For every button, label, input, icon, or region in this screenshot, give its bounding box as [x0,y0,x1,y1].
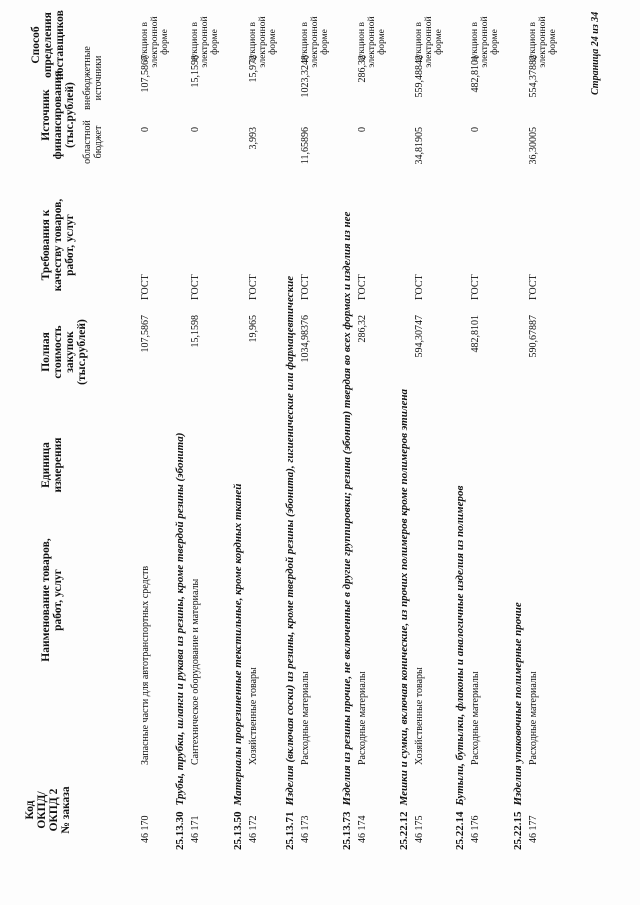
row-code: 46 177 [528,815,539,843]
header-total: Полная стоимость закупок (тыс.рублей) [40,319,88,385]
group-code: 25.13.73 [341,811,353,850]
row-total: 594,30747 [414,315,425,358]
row-method: аукцион в электронной форме [300,16,330,68]
row-method: аукцион в электронной форме [248,16,278,68]
row-requirements: ГОСТ [414,274,425,300]
group-heading [512,602,524,850]
row-funding-extra: 15,972 [248,55,259,83]
group-code: 25.13.71 [284,811,296,850]
group-code: 25.13.50 [232,811,244,850]
group-name: Трубы, трубки, шланги и рукава из резины, кроме твердой резины (эбонита) [174,432,186,806]
row-funding-extra: 559,48842 [414,55,425,98]
row-name: Расходные материалы [300,671,311,765]
row-funding-regional: 0 [470,127,481,132]
row-method: аукцион в электронной форме [470,16,500,68]
header-code: Код ОКПД/ ОКПД 2 № заказа [24,786,72,834]
row-requirements: ГОСТ [300,274,311,300]
row-total: 107,5867 [140,315,151,353]
row-requirements: ГОСТ [248,274,259,300]
row-code: 46 174 [357,815,368,843]
row-funding-regional: 3,993 [248,127,259,150]
row-name: Хозяйственные товары [414,667,425,765]
row-funding-regional: 34,81905 [414,127,425,165]
row-code: 46 173 [300,815,311,843]
row-total: 482,8101 [470,315,481,353]
group-name: Бутыли, бутылки, флаконы и аналогичные изделия из полимеров [454,485,466,806]
group-code: 25.13.30 [174,811,186,850]
row-total: 1034,98376 [300,315,311,363]
group-heading [174,433,186,850]
row-requirements: ГОСТ [190,274,201,300]
row-funding-extra: 482,8101 [470,55,481,93]
row-method: аукцион в электронной форме [414,16,444,68]
row-method: аукцион в электронной форме [140,16,170,68]
row-total: 286,32 [357,315,368,343]
group-code: 25.22.14 [454,811,466,850]
header-requirements: Требования к качеству товаров, работ, услуг [40,198,76,292]
row-funding-regional: 11,65896 [300,127,311,165]
group-heading [454,486,466,850]
row-method: аукцион в электронной форме [528,16,558,68]
group-code: 25.22.12 [398,811,410,850]
row-code: 46 171 [190,815,201,843]
row-name: Расходные материалы [357,671,368,765]
row-funding-extra: 15,1598 [190,55,201,88]
group-name: Изделия из резины прочие, не включенные в другие группировки; резина (эбонит) твердая во всех формах и изделия из нее [341,211,353,806]
row-funding-regional: 0 [140,127,151,132]
row-total: 15,1598 [190,315,201,348]
row-requirements: ГОСТ [357,274,368,300]
row-code: 46 175 [414,815,425,843]
row-funding-regional: 0 [190,127,201,132]
row-code: 46 172 [248,815,259,843]
header-unit: Единица измерения [40,437,64,493]
group-heading [284,276,296,850]
group-heading [341,212,353,850]
row-funding-extra: 1023,3248 [300,55,311,98]
group-heading [398,389,410,850]
row-requirements: ГОСТ [470,274,481,300]
row-funding-extra: 286,32 [357,55,368,83]
row-funding-regional: 0 [357,127,368,132]
row-name: Расходные материалы [470,671,481,765]
row-name: Хозяйственные товары [248,667,259,765]
header-funding: Источник финансирования (тыс.рублей) [40,70,76,160]
page-footer: Страница 24 из 34 [590,11,601,95]
row-requirements: ГОСТ [140,274,151,300]
header-name: Наименование товаров, работ, услуг [40,538,64,662]
row-code: 46 176 [470,815,481,843]
header-funding-regional: областной бюджет [82,120,104,164]
group-name: Изделия упаковочные полимерные прочие [512,602,524,806]
row-name: Запасные части для автотранспортных средств [140,565,151,765]
group-name: Материалы прорезиненные текстильные, кроме кордных тканей [232,483,244,806]
header-funding-extra: внебюджетные источники [82,46,104,110]
row-funding-extra: 107,5867 [140,55,151,93]
row-funding-regional: 36,30005 [528,127,539,165]
row-method: аукцион в электронной форме [357,16,387,68]
row-name: Сантехническое оборудование и материалы [190,578,201,765]
group-name: Изделия (включая соски) из резины, кроме твердой резины (эбонита), гигиенические или фармацевтические [284,275,296,806]
row-funding-extra: 554,37882 [528,55,539,98]
row-code: 46 170 [140,815,151,843]
row-name: Расходные материалы [528,671,539,765]
row-requirements: ГОСТ [528,274,539,300]
header-method: Способ определения поставщиков [30,10,66,80]
row-total: 19,965 [248,315,259,343]
group-code: 25.22.15 [512,811,524,850]
row-total: 590,67887 [528,315,539,358]
row-method: аукцион в электронной форме [190,16,220,68]
group-heading [232,484,244,850]
group-name: Мешки и сумки, включая конические, из прочих полимеров кроме полимеров этилена [398,389,410,806]
